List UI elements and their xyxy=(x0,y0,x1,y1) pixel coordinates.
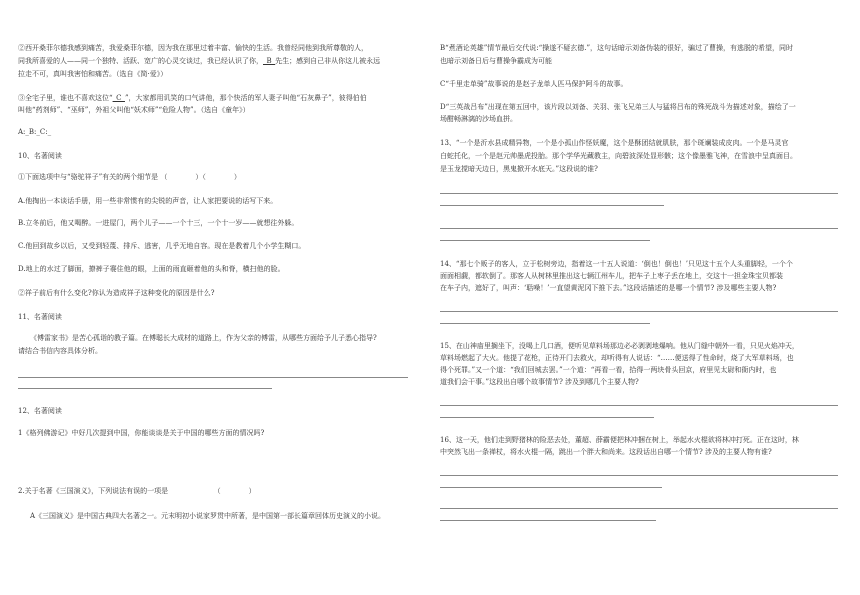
option-c[interactable]: C“千里走单骑”故事说的是赵子龙单人匹马保护阿斗的故事。 xyxy=(440,80,628,88)
answer-line-s11-2[interactable] xyxy=(18,388,272,389)
q3-line2: 叫他“药剂师”、“巫师”，外祖父叫他“妖术师”“危险人物”。（选自《童年》） xyxy=(18,106,250,114)
q15-line4: 道我们会干事。”这段出自哪个故事情节? 涉及到哪几个主要人物? xyxy=(440,378,639,386)
q2-line2 xyxy=(18,57,380,66)
q16-line2: 中突然飞出一条禅杖，将水火棍一隔，跳出一个胖大和尚来。这段话出自哪一个情节? 涉及的主要人物有谁? xyxy=(440,448,772,456)
section-11-title: 11、名著阅读 xyxy=(18,313,62,321)
answer-line-q16-2[interactable] xyxy=(440,487,662,488)
s11-prompt-line2: 请结合书信内容具体分析。 xyxy=(18,347,102,355)
q13-line1: 13、“一个是沂水县成精异物，一个是小孤山作怪妖魔，这个是酥团结就肌肤，那个斑斓装成皮肉。一个是马灵官 xyxy=(440,139,789,147)
s10-option-c[interactable]: C.他回到故乡以后，又受到轻蔑、排斥、逃害，几乎无地自容。现在是教着几个小学生糊口。 xyxy=(18,242,306,250)
q3-line1 xyxy=(18,94,367,103)
s10-question1: ①下面选项中与“骆驼祥子”有关的两个细节是 （ ）（ ） xyxy=(18,173,241,181)
q2-text: 同我所喜爱的人——同一个独特、活跃、宽广的心灵交谈过，我已经认识了你， xyxy=(18,57,263,65)
q15-line2: 草料场燃起了大火。他提了花枪，正待开门去救火，却听得有人说话：“……便送得了性命时，烧了大军草料场，也 xyxy=(440,354,794,362)
answer-line-q13-3[interactable] xyxy=(440,228,838,229)
q3-text-end: ”，大家都用讥笑的口气讲他，那个快活的军人妻子叫他“石灰鼻子”，彼得伯伯 xyxy=(124,94,367,102)
answer-line-q13-2[interactable] xyxy=(440,205,664,206)
q15-line3: 得个死罪。”又一个道：“我们回城去罢。”一个道：“再看一看，拾得一两块骨头回京，府里见太尉和衙内时，也 xyxy=(440,366,777,374)
s10-option-d[interactable]: D.地上的水过了脚面，撩裤子褰住他的眼，上面的雨直砸着他的头和脊，横扫他的脸。 xyxy=(18,265,285,273)
answer-line-q16-4[interactable] xyxy=(440,520,656,521)
blank-b[interactable]: _B_ xyxy=(263,57,276,65)
option-b-line2: 也暗示刘备日后与曹操争霸成为可能 xyxy=(440,57,552,65)
option-d-line2: 场酣畅淋漓的沙场血拼。 xyxy=(440,115,517,123)
answer-line-q15-1[interactable] xyxy=(440,405,838,406)
q2-text-end: 先生；感到自己非从你这儿被永远 xyxy=(275,57,381,65)
q13-line3: 是玉龙搅暗天边日，黑鬼掀开水底天。”这段说的谁? xyxy=(440,165,598,173)
q15-line1: 15、在山神庙里搁坐下，没喝上几口酒，便听见草料场那边必必剥剥地爆响。他从门缝中朝外一看，只见火焰冲天， xyxy=(440,342,799,350)
s11-prompt-line1: 《傅雷家书》是苦心孤诣的教子篇。在傅聪长大成材的道路上，作为父亲的傅雷，从哪些方面给予儿子悉心指导? xyxy=(30,334,377,342)
answer-line-s11-1[interactable] xyxy=(18,377,408,378)
q3-text: ③全宅子里，谁也不喜欢这位“ xyxy=(18,94,113,102)
s12-question1: 1《格列佛游记》中好几次提到中国，你能谈谈是关于中国的哪些方面的情况吗? xyxy=(18,429,265,437)
s12-option-a[interactable]: A《三国演义》是中国古典四大名著之一。元末明初小说家罗贯中所著，是中国第一部长篇章回体历史演义的小说。 xyxy=(30,512,386,520)
q2-line1: ②西开桑菲尔德我感到痛苦，我爱桑菲尔德，因为我在那里过着丰富、愉快的生活。我曾经同他到我所尊敬的人， xyxy=(18,44,368,52)
q13-line2: 白蛇托化，一个是赵元帅墨虎投胎。那个学华光藏教主，向碧波深处显形骸；这个像墨雅飞神，在雪浪中呈真面目。 xyxy=(440,152,797,160)
s10-option-a[interactable]: A.他掏出一本谈话手册，用一些非常惯有的尖锐的声音，让人家把要说的话写下来。 xyxy=(18,197,278,205)
s10-option-b[interactable]: B.立冬前后，他又喝醉。一进屋门，两个儿子——一个十三，一个十一岁——就想往外躲。 xyxy=(18,219,299,227)
answer-line-q14-2[interactable] xyxy=(440,323,650,324)
q2-line3: 拉走不可，真叫我害怕和痛苦。（选自《简·爱》） xyxy=(18,70,168,78)
section-10-title: 10、名著阅读 xyxy=(18,152,62,160)
answer-line[interactable]: A:_B:_C:_ xyxy=(18,128,52,136)
blank-c[interactable]: _C_ xyxy=(112,94,125,102)
option-b-line1[interactable]: B“煮酒论英雄”情节最后交代说:“操遂不疑玄德.”，这句话暗示刘备伪装的很好，骗过了曹操，有逃脱的希望，同时 xyxy=(440,44,794,52)
q16-line1: 16、这一天，他们走到野猪林的险恶去处，董超、薛霸便把林冲捆在树上，举起水火棍欲将林冲打死。正在这时，林 xyxy=(440,436,799,444)
q14-line1: 14、“那七个贩子的客人，立于松树旁边，指着这一十五人说道：‘倒也！倒也！’只见这十五个人头重脚轻，一个个 xyxy=(440,260,793,268)
section-12-title: 12、名著阅读 xyxy=(18,407,62,415)
answer-line-q13-1[interactable] xyxy=(440,193,838,194)
answer-line-q16-3[interactable] xyxy=(440,508,838,509)
answer-line-q14-1[interactable] xyxy=(440,311,838,312)
answer-line-q15-2[interactable] xyxy=(440,417,654,418)
answer-line-q16-1[interactable] xyxy=(440,475,838,476)
answer-line-q13-4[interactable] xyxy=(440,240,650,241)
q14-line2: 面面相觑，都软倒了。那客人从树林里推出这七辆江州车儿，把车子上枣子丢在地上，交这十一担金珠宝贝都装 xyxy=(440,272,783,280)
s12-question2: 2.关于名著《三国演义》，下列说法有误的一项是 （ ） xyxy=(18,487,256,495)
option-d-line1[interactable]: D“三英战吕布”出现在第五回中，该片段以刘备、关羽、张飞兄弟三人与猛将吕布的殊死战斗为描述对象，描绘了一 xyxy=(440,103,796,111)
s10-question2: ②祥子前后有什么变化?你认为造成祥子这种变化的原因是什么? xyxy=(18,289,215,297)
q14-line3: 在车子内，遮好了，叫声：‘聒噪！’一直望黄泥冈下推下去。”这段话描述的是哪一个情节? 涉及哪些主要人物? xyxy=(440,284,777,292)
